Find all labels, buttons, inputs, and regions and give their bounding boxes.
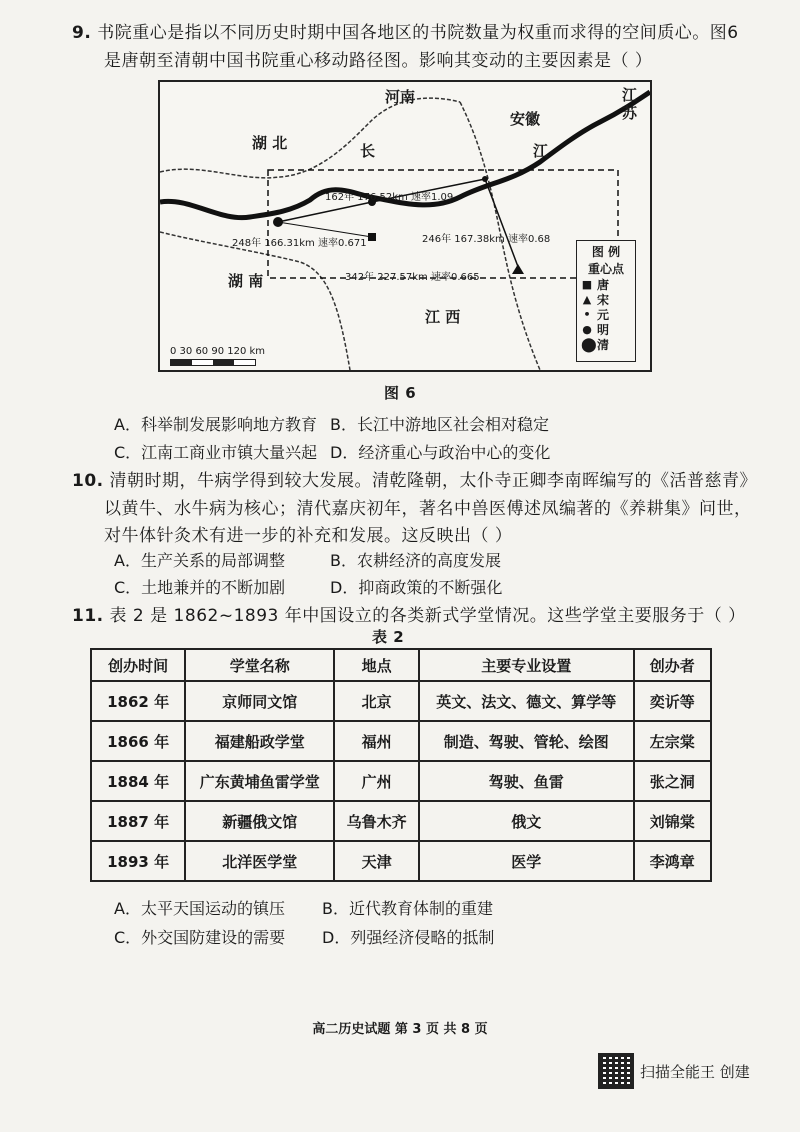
q10-option-c[interactable]: C．土地兼并的不断加剧	[114, 578, 286, 597]
label-hubei: 湖 北	[252, 134, 288, 152]
triangle-icon: ▲	[582, 293, 592, 306]
q9-number: 9.	[72, 23, 92, 43]
table-row: 1893 年 北洋医学堂 天津 医学 李鸿章	[91, 841, 711, 881]
q10-stem-3: 对牛体针灸术有进一步的补充和发展。这反映出（ ）	[104, 526, 513, 546]
table-row: 1887 年 新疆俄文馆 乌鲁木齐 俄文 刘锦棠	[91, 801, 711, 841]
segment-label-1: 162年 176.52km 速率1.09	[325, 192, 454, 203]
table-row: 1866 年 福建船政学堂 福州 制造、驾驶、管轮、绘图 左宗棠	[91, 721, 711, 761]
point-qing	[273, 217, 283, 227]
small-dot-icon: •	[583, 308, 591, 321]
school-table	[90, 648, 712, 882]
header-location: 地点	[334, 649, 419, 681]
focus-box	[268, 170, 618, 278]
map-legend	[576, 240, 636, 362]
q10-option-b[interactable]: B．农耕经济的高度发展	[330, 551, 501, 570]
legend-item-song: ▲ 宋	[582, 293, 610, 307]
square-icon: ■	[581, 278, 593, 291]
legend-item-yuan: • 元	[581, 307, 635, 322]
qr-code-icon	[598, 1053, 634, 1089]
q11-stem-1: 表 2 是 1862~1893 年中国设立的各类新式学堂情况。这些学堂主要服务于（ ）	[109, 606, 746, 626]
map-scale	[170, 346, 265, 366]
q11-option-d[interactable]: D．列强经济侵略的抵制	[322, 928, 495, 947]
q10-number: 10.	[72, 471, 104, 491]
legend-subtitle: 重心点	[587, 262, 624, 276]
q11-number: 11.	[72, 606, 104, 626]
q11-line1	[72, 601, 746, 626]
label-jiang: 江	[533, 142, 549, 160]
legend-title: 图 例	[591, 245, 621, 259]
q9-option-d[interactable]: D．经济重心与政治中心的变化	[330, 443, 551, 462]
q10-option-d[interactable]: D．抑商政策的不断强化	[330, 578, 503, 597]
segment-label-3: 246年 167.38km 速率0.68	[422, 234, 551, 245]
table-row: 1884 年 广东黄埔鱼雷学堂 广州 驾驶、鱼雷 张之洞	[91, 761, 711, 801]
figure-caption: 图 6	[384, 384, 417, 402]
label-jiangxi: 江 西	[425, 308, 461, 326]
table-caption: 表 2	[372, 628, 405, 646]
q10-option-a[interactable]: A．生产关系的局部调整	[114, 551, 285, 570]
scanner-text: 扫描全能王 创建	[640, 1062, 750, 1081]
segment-label-4: 342年 227.57km 速率0.665	[345, 272, 480, 283]
q11-option-c[interactable]: C．外交国防建设的需要	[114, 928, 286, 947]
border-north	[160, 98, 460, 178]
q11-option-a[interactable]: A．太平天国运动的镇压	[114, 899, 285, 918]
q9-line1	[72, 18, 739, 43]
header-majors: 主要专业设置	[419, 649, 634, 681]
segment-label-2: 248年 166.31km 速率0.671	[232, 238, 367, 249]
q9-stem-2: 是唐朝至清朝中国书院重心移动路径图。影响其变动的主要因素是（ ）	[104, 51, 653, 71]
q10-stem-1: 清朝时期，牛病学得到较大发展。清乾隆朝，太仆寺正卿李南晖编写的《活普慈青》	[109, 471, 758, 491]
point-yuan	[482, 176, 488, 182]
q9-option-a[interactable]: A．科举制发展影响地方教育	[114, 415, 317, 434]
q11-option-b[interactable]: B．近代教育体制的重建	[322, 899, 493, 918]
table-header-row	[91, 649, 711, 681]
q10-line1	[72, 466, 757, 491]
label-hunan: 湖 南	[228, 272, 264, 290]
large-dot-icon: ⬤	[581, 336, 597, 353]
legend-item-tang: ■ 唐	[581, 278, 610, 292]
q9-stem-1: 书院重心是指以不同历史时期中国各地区的书院数量为权重而求得的空间质心。图6	[97, 23, 739, 43]
header-school: 学堂名称	[185, 649, 334, 681]
label-anhui: 安徽	[510, 110, 541, 128]
page-footer: 高二历史试题 第 3 页 共 8 页	[312, 1022, 488, 1037]
header-founder: 创办者	[634, 649, 711, 681]
legend-item-qing: ⬤ 清	[581, 336, 610, 353]
dot-icon: ●	[582, 323, 592, 336]
label-jiangsu: 江 苏	[622, 86, 638, 122]
point-tang	[368, 233, 376, 241]
q10-stem-2: 以黄牛、水牛病为核心；清代嘉庆初年，著名中兽医傅述凤编著的《养耕集》问世，	[104, 499, 752, 519]
legend-item-ming: ● 明	[582, 323, 610, 337]
table-row: 1862 年 京师同文馆 北京 英文、法文、德文、算学等 奕䜣等	[91, 681, 711, 721]
header-time: 创办时间	[91, 649, 185, 681]
point-song	[512, 264, 524, 274]
scale-bar	[170, 359, 256, 366]
label-henan: 河南	[385, 88, 416, 106]
scale-text: 0 30 60 90 120 km	[170, 346, 266, 357]
q9-option-b[interactable]: B．长江中游地区社会相对稳定	[330, 415, 549, 434]
scanner-watermark	[598, 1053, 750, 1089]
q9-option-c[interactable]: C．江南工商业市镇大量兴起	[114, 443, 318, 462]
label-chang: 长	[360, 142, 376, 160]
